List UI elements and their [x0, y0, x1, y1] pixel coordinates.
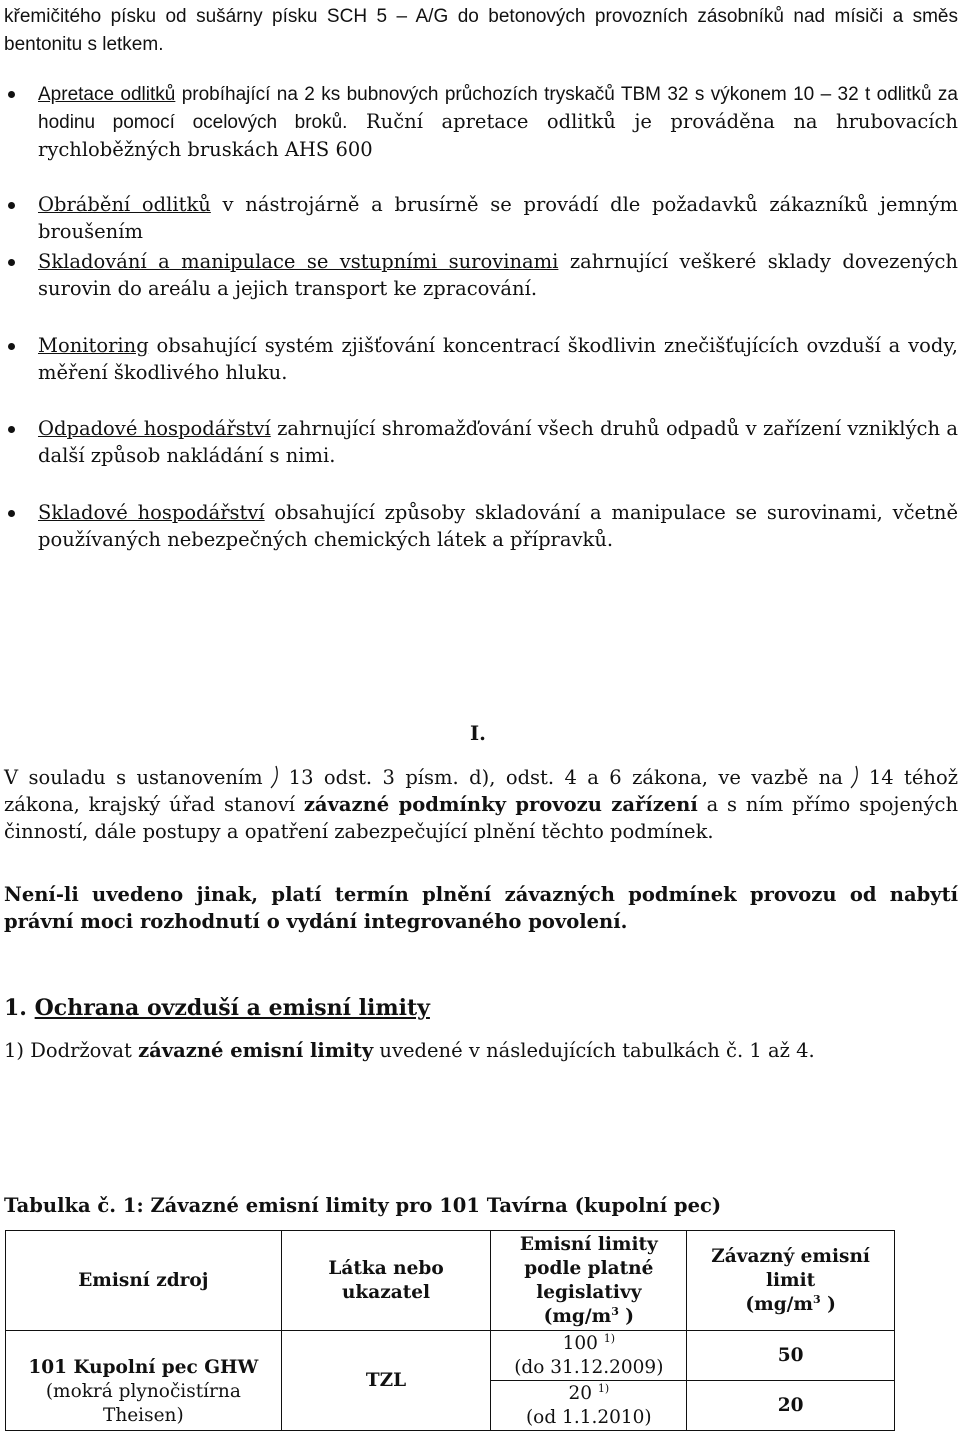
item-text: Ruční apretace odlitků je prováděna na hrubovacích rychloběžných bruskách AHS 600 — [38, 110, 958, 161]
table-row — [6, 1331, 895, 1381]
section-number: 1. — [4, 995, 27, 1021]
list-item — [38, 191, 958, 245]
binding-limit-cell: 50 — [687, 1331, 895, 1381]
legislation-date: (do 31.12.2009) — [514, 1356, 664, 1378]
conditions-bold: závazné podmínky provozu zařízení — [303, 793, 698, 816]
section-sign-icon — [847, 764, 863, 790]
header-legislation-line-1: Emisní limity — [519, 1233, 658, 1255]
list-item — [38, 499, 958, 553]
bullet-dot — [8, 510, 15, 517]
unit-exponent: 3 — [812, 1292, 821, 1306]
substance-cell: TZL — [281, 1331, 491, 1431]
unit-exponent: 3 — [611, 1304, 619, 1318]
source-cell — [6, 1331, 282, 1431]
legislation-cell — [491, 1331, 687, 1381]
conditions-text-1: V souladu s ustanovením — [4, 766, 263, 789]
item-text: zahrnující veškeré sklady dovezených surovin do areálu a jejich transport ke zpracování. — [38, 250, 958, 300]
binding-limit-cell: 20 — [687, 1381, 895, 1431]
intro-text: křemičitého písku od sušárny písku SCH 5 – A/G do betonových provozních zásobníků nad mísiči a směs bentonitu s letkem. — [4, 6, 958, 55]
bullet-dot — [8, 426, 15, 433]
header-source: Emisní zdroj — [6, 1231, 282, 1331]
legislation-value — [497, 1332, 680, 1356]
unit-text: (mg/m — [745, 1293, 813, 1315]
unit-close: ) — [618, 1305, 635, 1327]
header-substance: Látka nebo ukazatel — [281, 1231, 491, 1331]
section-heading — [4, 995, 430, 1022]
legislation-date: (od 1.1.2010) — [525, 1406, 652, 1428]
source-name: 101 Kupolní pec GHW — [28, 1357, 259, 1378]
conditions-text-3: 14 téhož zákona, krajský úřad stanoví — [4, 766, 958, 816]
item-lead: Skladové hospodářství — [38, 501, 265, 524]
header-legislation-line-2: podle platné — [524, 1257, 654, 1279]
legislation-cell — [491, 1381, 687, 1431]
notice-paragraph: Není-li uvedeno jinak, platí termín plnění závazných podmínek provozu od nabytí právní moci rozhodnutí o vydání integrovaného povolení. — [4, 883, 958, 933]
value-number: 20 — [568, 1382, 592, 1404]
header-legislation-line-3: legislativy — [536, 1281, 642, 1303]
table-caption: Tabulka č. 1: Závazné emisní limity pro 101 Tavírna (kupolní pec) — [4, 1194, 722, 1217]
footnote-ref: 1) — [603, 1331, 616, 1345]
item-lead: Monitoring — [38, 334, 149, 357]
value-number: 100 — [562, 1332, 598, 1354]
item-text: v nástrojárně a brusírně se provádí dle požadavků zákazníků jemným broušením — [38, 193, 958, 243]
item-lead: Apretace odlitků — [38, 84, 176, 105]
item-lead: Skladování a manipulace se vstupními surovinami — [38, 250, 559, 273]
conditions-paragraph — [4, 764, 958, 845]
conditions-text-4: a s ním přímo spojených činností, dále postupy a opatření zabezpečující plnění těchto podmínek. — [4, 793, 959, 843]
bullet-dot — [8, 202, 15, 209]
roman-heading: I. — [470, 722, 486, 745]
bullet-dot — [8, 259, 15, 266]
footnote-ref: 1) — [597, 1381, 610, 1395]
item-1-suffix: uvedené v následujících tabulkách č. 1 až 4. — [373, 1039, 815, 1062]
list-item — [38, 415, 958, 469]
header-binding — [687, 1231, 895, 1331]
table-header-row — [6, 1231, 895, 1331]
item-lead: Obrábění odlitků — [38, 193, 211, 216]
header-legislation — [491, 1231, 687, 1331]
section-title: Ochrana ovzduší a emisní limity — [34, 995, 430, 1021]
item-text: obsahující systém zjišťování koncentrací škodlivin znečišťujících ovzduší a vody, měření škodlivého hluku. — [38, 334, 958, 384]
intro-paragraph — [4, 2, 958, 58]
section-sign-icon — [267, 764, 283, 790]
list-item — [38, 80, 958, 163]
header-binding-line-1: Závazný emisní limit — [711, 1245, 870, 1291]
bullet-dot — [8, 343, 15, 350]
item-1-paragraph — [4, 1037, 958, 1064]
emission-limits-table — [5, 1230, 895, 1431]
header-legislation-unit — [497, 1305, 680, 1329]
source-note: (mokrá plynočistírna Theisen) — [45, 1381, 241, 1426]
item-lead: Odpadové hospodářství — [38, 417, 271, 440]
conditions-text-2: 13 odst. 3 písm. d), odst. 4 a 6 zákona, ve vazbě na — [288, 766, 843, 789]
item-1-prefix: 1) Dodržovat — [4, 1039, 139, 1062]
list-item — [38, 332, 958, 386]
list-item — [38, 248, 958, 302]
header-binding-unit — [693, 1293, 888, 1317]
item-text: obsahující způsoby skladování a manipulace se surovinami, včetně používaných nebezpečných chemických látek a přípravků. — [38, 501, 959, 551]
bullet-dot — [8, 91, 15, 98]
item-text-sans: probíhající na 2 ks bubnových průchozích tryskačů TBM 32 s výkonem 10 – 32 t odlitků za hodinu pomocí ocelových broků. — [38, 84, 958, 133]
item-text: zahrnující shromažďování všech druhů odpadů v zařízení vzniklých a další způsob nakládání s nimi. — [38, 417, 958, 467]
unit-close: ) — [820, 1293, 836, 1315]
item-1-bold: závazné emisní limity — [138, 1039, 374, 1062]
unit-text: (mg/m — [543, 1305, 612, 1327]
legislation-value — [497, 1382, 680, 1406]
